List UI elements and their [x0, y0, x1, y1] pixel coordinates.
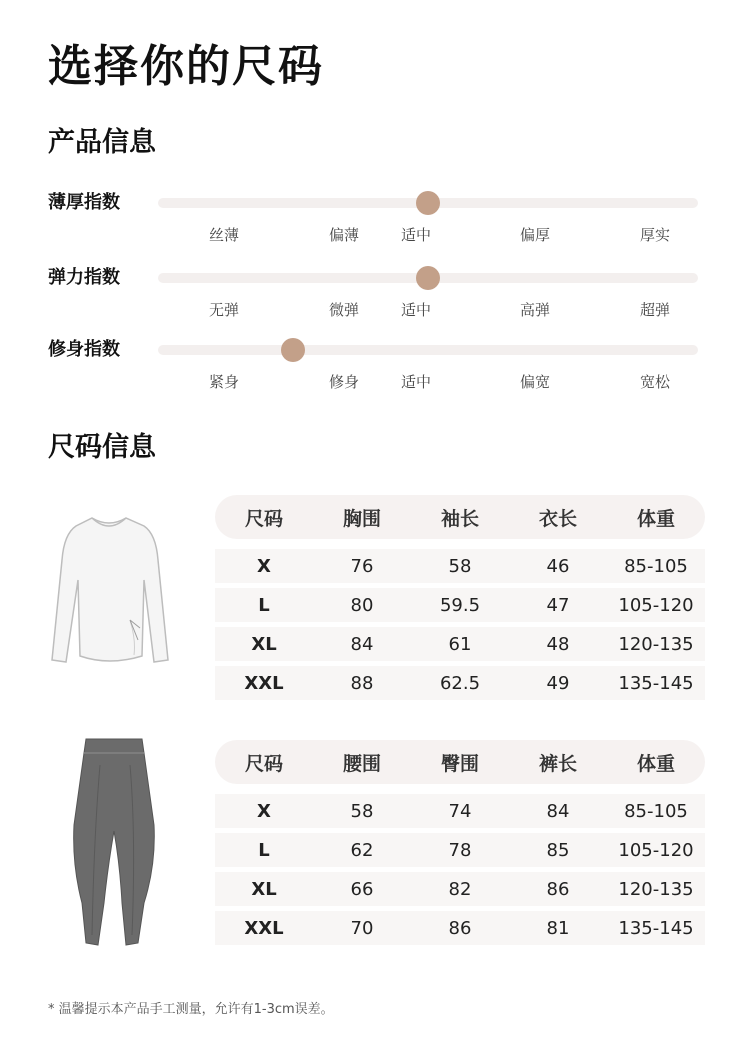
- table-cell: 120-135: [618, 878, 694, 900]
- header-cell: 衣长: [538, 507, 577, 530]
- slider-tick: 偏薄: [328, 226, 360, 244]
- table-cell: 62: [350, 839, 374, 861]
- table-cell: 80: [350, 594, 374, 616]
- size-info-title: 尺码信息: [48, 432, 156, 463]
- table-cell: 81: [546, 917, 570, 939]
- table-cell: 85: [546, 839, 570, 861]
- table-cell: 84: [350, 633, 374, 655]
- fit-index-row: [48, 337, 708, 397]
- elasticity-slider-track: [158, 273, 698, 283]
- table-cell: 47: [546, 594, 570, 616]
- table-cell: XL: [251, 878, 277, 900]
- table-cell: 85-105: [624, 555, 688, 577]
- table-row: [215, 833, 705, 867]
- table-cell: 58: [350, 800, 374, 822]
- table-cell: XXL: [244, 672, 284, 694]
- bottom-size-table: [215, 740, 705, 945]
- fit-slider-knob: [281, 338, 305, 362]
- table-row: [215, 911, 705, 945]
- table-header: [215, 495, 705, 539]
- page-title: 选择你的尺码: [48, 41, 324, 92]
- table-cell: L: [258, 594, 270, 616]
- header-cell: 臀围: [440, 752, 479, 775]
- slider-tick: 偏厚: [519, 226, 551, 244]
- measurement-footnote: * 温馨提示本产品手工测量，允许有1-3cm误差。: [48, 1002, 334, 1017]
- table-cell: 85-105: [624, 800, 688, 822]
- leggings-image: [70, 735, 160, 950]
- header-cell: 尺码: [244, 752, 283, 775]
- table-cell: 61: [448, 633, 472, 655]
- slider-label: 弹力指数: [48, 267, 120, 288]
- table-cell: 58: [448, 555, 472, 577]
- thickness-slider-knob: [416, 191, 440, 215]
- table-cell: 86: [546, 878, 570, 900]
- slider-tick: 超弹: [639, 301, 671, 319]
- fit-slider-track: [158, 345, 698, 355]
- elasticity-slider-knob: [416, 266, 440, 290]
- table-cell: 49: [546, 672, 570, 694]
- table-cell: L: [258, 839, 270, 861]
- table-cell: X: [257, 555, 271, 577]
- table-cell: X: [257, 800, 271, 822]
- table-cell: XXL: [244, 917, 284, 939]
- table-cell: 84: [546, 800, 570, 822]
- slider-label: 薄厚指数: [48, 192, 120, 213]
- top-size-table: [215, 495, 705, 700]
- slider-tick: 微弹: [328, 301, 360, 319]
- slider-tick: 修身: [328, 373, 360, 391]
- slider-tick: 偏宽: [519, 373, 551, 391]
- table-cell: 105-120: [618, 594, 694, 616]
- table-cell: 74: [448, 800, 472, 822]
- slider-tick: 宽松: [639, 373, 671, 391]
- table-cell: 135-145: [618, 917, 694, 939]
- slider-tick: 高弹: [519, 301, 551, 319]
- slider-tick: 无弹: [208, 301, 240, 319]
- thickness-index-row: [48, 190, 708, 250]
- table-cell: 62.5: [439, 672, 481, 694]
- slider-tick: 丝薄: [208, 226, 240, 244]
- product-info-title: 产品信息: [48, 127, 156, 158]
- header-cell: 胸围: [342, 507, 381, 530]
- header-cell: 体重: [636, 507, 675, 530]
- table-cell: 120-135: [618, 633, 694, 655]
- table-cell: 70: [350, 917, 374, 939]
- table-cell: 88: [350, 672, 374, 694]
- slider-label: 修身指数: [48, 339, 120, 360]
- table-cell: 76: [350, 555, 374, 577]
- table-cell: XL: [251, 633, 277, 655]
- table-cell: 82: [448, 878, 472, 900]
- table-header: [215, 740, 705, 784]
- header-cell: 裤长: [538, 752, 577, 775]
- table-cell: 46: [546, 555, 570, 577]
- slider-tick: 紧身: [208, 373, 240, 391]
- header-cell: 体重: [636, 752, 675, 775]
- table-cell: 59.5: [439, 594, 481, 616]
- thickness-slider-track: [158, 198, 698, 208]
- table-row: [215, 588, 705, 622]
- table-cell: 66: [350, 878, 374, 900]
- table-row: [215, 666, 705, 700]
- table-cell: 105-120: [618, 839, 694, 861]
- slider-tick: 适中: [400, 301, 432, 319]
- table-cell: 135-145: [618, 672, 694, 694]
- table-cell: 86: [448, 917, 472, 939]
- table-row: [215, 872, 705, 906]
- header-cell: 尺码: [244, 507, 283, 530]
- header-cell: 袖长: [440, 507, 479, 530]
- table-cell: 78: [448, 839, 472, 861]
- elasticity-index-row: [48, 265, 708, 325]
- table-row: [215, 794, 705, 828]
- table-row: [215, 627, 705, 661]
- long-sleeve-top-image: [44, 510, 174, 670]
- table-row: [215, 549, 705, 583]
- table-cell: 48: [546, 633, 570, 655]
- header-cell: 腰围: [342, 752, 381, 775]
- slider-tick: 厚实: [639, 226, 671, 244]
- slider-tick: 适中: [400, 226, 432, 244]
- slider-tick: 适中: [400, 373, 432, 391]
